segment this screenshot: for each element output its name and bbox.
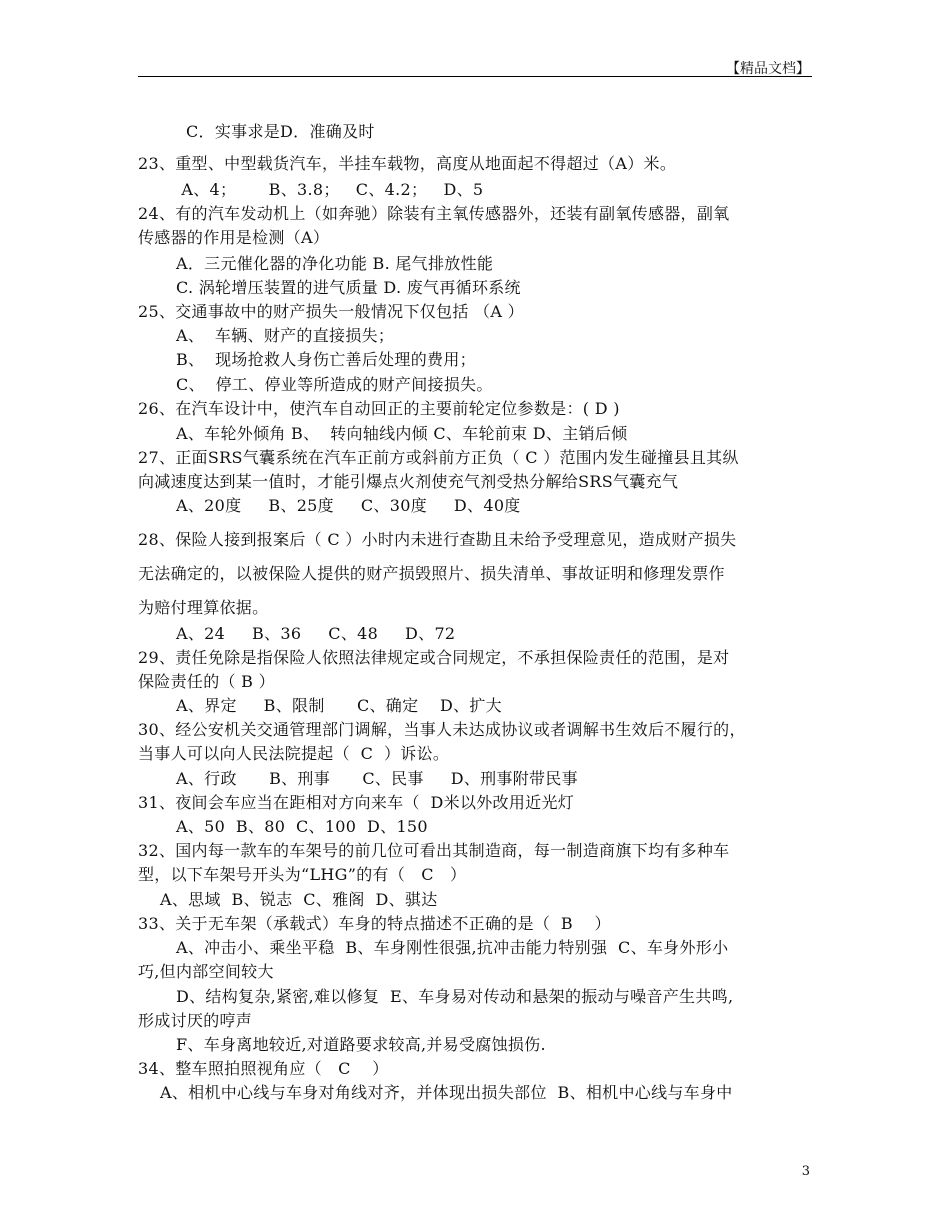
text-line: C、 停工、停业等所造成的财产间接损失。 (176, 375, 493, 394)
question-30: 30、经公安机关交通管理部门调解，当事人未达成协议或者调解书生效后不履行的， (138, 720, 746, 739)
text-line: 保险责任的（ B ） (138, 672, 275, 691)
question-26: 26、在汽车设计中，使汽车自动回正的主要前轮定位参数是：( D ) (138, 399, 620, 418)
text-line: A、20度 B、25度 C、30度 D、40度 (176, 496, 521, 515)
question-23: 23、重型、中型载货汽车，半挂车载物，高度从地面起不得超过（A）米。 (138, 154, 677, 173)
question-29: 29、责任免除是指保险人依照法律规定或合同规定，不承担保险责任的范围，是对 (138, 648, 730, 667)
question-25: 25、交通事故中的财产损失一般情况下仅包括 （A ） (138, 302, 524, 321)
text-line: A、界定 B、限制 C、确定 D、扩大 (176, 696, 502, 715)
question-24: 24、有的汽车发动机上（如奔驰）除装有主氧传感器外，还装有副氧传感器，副氧 (138, 204, 730, 223)
text-line: A、24 B、36 C、48 D、72 (176, 624, 456, 643)
text-line: 传感器的作用是检测（A） (138, 228, 330, 247)
text-line: 形成讨厌的哼声 (138, 1011, 253, 1030)
text-line: D、结构复杂,紧密,难以修复 E、车身易对传动和悬架的振动与噪音产生共鸣, (176, 987, 734, 1006)
question-31: 31、夜间会车应当在距相对方向来车（ D米以外改用近光灯 (138, 793, 575, 812)
question-34: 34、整车照拍照视角应（ C ） (138, 1059, 389, 1078)
text-line: A、相机中心线与车身对角线对齐，并体现出损失部位 B、相机中心线与车身中 (160, 1083, 733, 1102)
text-line: A．三元催化器的净化功能 B. 尾气排放性能 (176, 254, 494, 273)
text-line: A、思域 B、锐志 C、雅阁 D、骐达 (160, 890, 438, 909)
question-32: 32、国内每一款车的车架号的前几位可看出其制造商，每一制造商旗下均有多种车 (138, 841, 730, 860)
text-line: 当事人可以向人民法院提起（ C ）诉讼。 (138, 744, 450, 763)
text-line: A、4； B、3.8； C、4.2； D、5 (176, 180, 484, 199)
text-line: A、行政 B、刑事 C、民事 D、刑事附带民事 (176, 769, 578, 788)
question-27: 27、正面SRS气囊系统在汽车正前方或斜前方正负（ C ）范围内发生碰撞县且其纵 (138, 448, 739, 467)
text-line: 巧,但内部空间较大 (138, 962, 274, 981)
text-line: 为赔付理算依据。 (138, 598, 269, 617)
question-28: 28、保险人接到报案后（ C ）小时内未进行查勘且未给予受理意见，造成财产损失 (138, 530, 737, 549)
text-line: C. 涡轮增压装置的进气质量 D. 废气再循环系统 (176, 278, 521, 297)
page-number: 3 (801, 1164, 810, 1179)
text-line: 向减速度达到某一值时，才能引爆点火剂使充气剂受热分解给SRS气囊充气 (138, 472, 679, 491)
question-33: 33、关于无车架（承载式）车身的特点描述不正确的是（ B ） (138, 914, 611, 933)
header-tag: 【精品文档】 (726, 61, 810, 77)
text-line: 无法确定的，以被保险人提供的财产损毁照片、损失清单、事故证明和修理发票作 (138, 564, 725, 583)
text-line: A、车轮外倾角 B、 转向轴线内倾 C、车轮前束 D、主销后倾 (176, 424, 628, 443)
text-line: 型，以下车架号开头为“LHG”的有（ C ） (138, 865, 467, 884)
text-line: A、50 B、80 C、100 D、150 (176, 817, 428, 836)
text-line: A、 车辆、财产的直接损失； (176, 326, 395, 345)
text-line: F、车身离地较近,对道路要求较高,并易受腐蚀损伤. (176, 1035, 546, 1054)
header-rule (138, 76, 812, 77)
text-line: B、 现场抢救人身伤亡善后处理的费用； (176, 350, 476, 369)
text-line: A、冲击小、乘坐平稳 B、车身刚性很强,抗冲击能力特别强 C、车身外形小 (176, 938, 729, 957)
text-line: C．实事求是D．准确及时 (186, 122, 375, 141)
